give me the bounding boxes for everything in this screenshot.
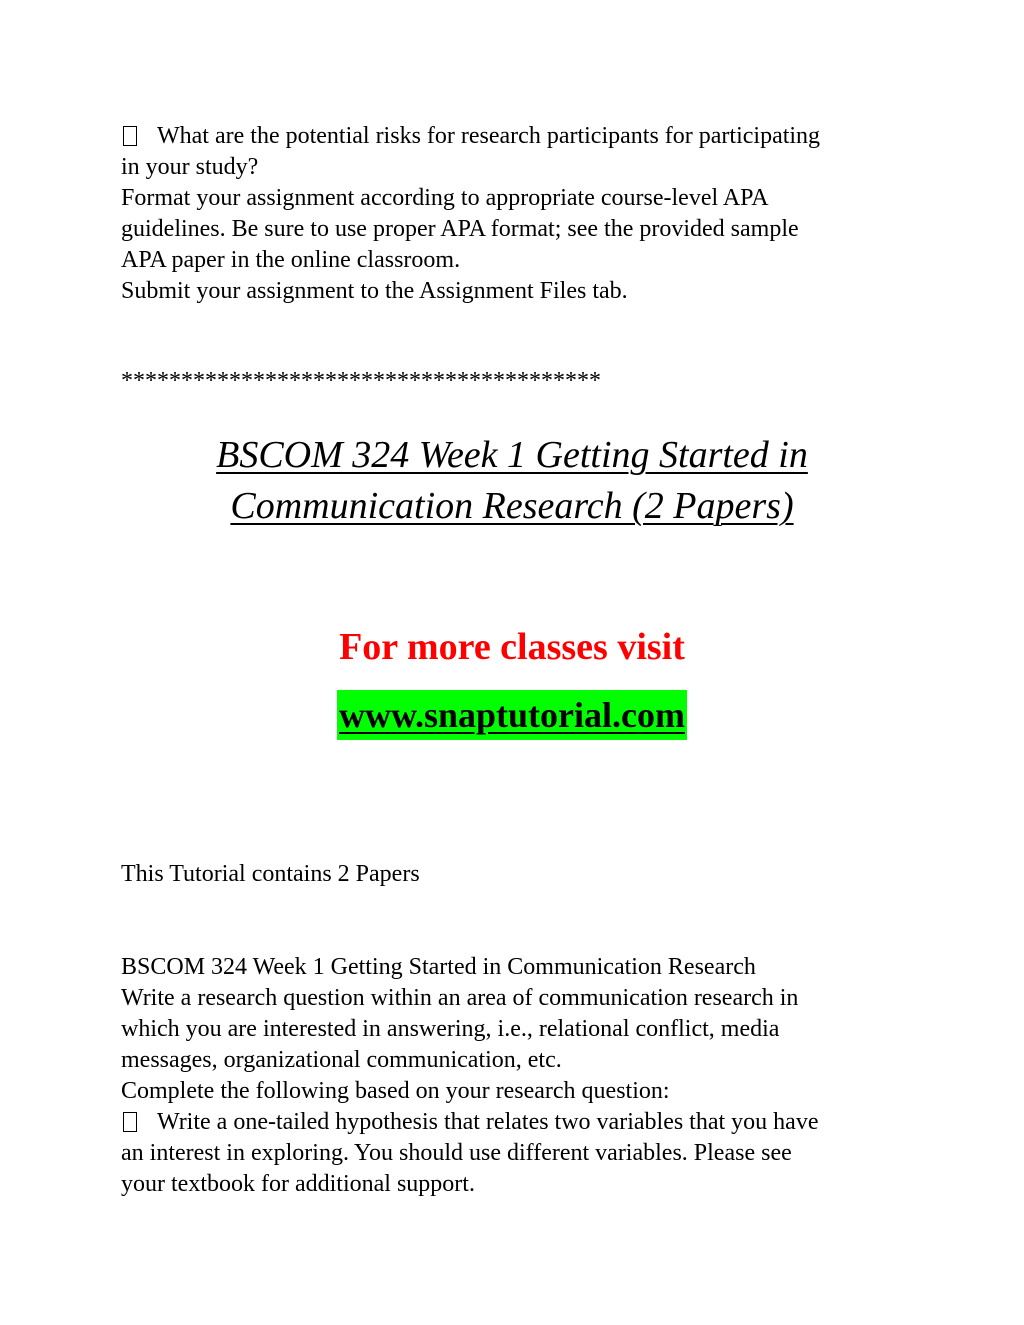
bullet-item xyxy=(121,1107,911,1138)
bullet-box-icon xyxy=(123,1112,137,1132)
paper-text-line4: messages, organizational communication, etc. xyxy=(121,1047,562,1073)
format-line1: Format your assignment according to appropriate course-level APA xyxy=(121,185,769,211)
bullet-item xyxy=(121,121,911,152)
promo-heading: For more classes visit xyxy=(339,626,685,668)
submit-line: Submit your assignment to the Assignment Files tab. xyxy=(121,278,628,304)
assignment-instructions xyxy=(121,121,911,307)
page-title-line2: Communication Research (2 Papers) xyxy=(230,485,794,527)
bullet-box-icon xyxy=(123,126,137,146)
asterisk-separator: **************************************** xyxy=(121,368,601,394)
promo-link-container xyxy=(0,690,1024,740)
bullet-hypothesis-line1: Write a one-tailed hypothesis that relates two variables that you have xyxy=(157,1109,819,1135)
bullet-hypothesis-line2: an interest in exploring. You should use different variables. Please see xyxy=(121,1140,792,1166)
paper-text-line5: Complete the following based on your research question: xyxy=(121,1078,670,1104)
format-line2: guidelines. Be sure to use proper APA format; see the provided sample xyxy=(121,216,799,242)
paper-text-line3: which you are interested in answering, i.e., relational conflict, media xyxy=(121,1016,780,1042)
page-title-line1: BSCOM 324 Week 1 Getting Started in xyxy=(216,434,808,476)
bullet-hypothesis-line3: your textbook for additional support. xyxy=(121,1171,475,1197)
paper-text-line2: Write a research question within an area of communication research in xyxy=(121,985,799,1011)
bullet-question-line2: in your study? xyxy=(121,154,259,180)
format-line3: APA paper in the online classroom. xyxy=(121,247,461,273)
tutorial-note: This Tutorial contains 2 Papers xyxy=(121,861,420,887)
bullet-question-line1: What are the potential risks for research participants for participating xyxy=(157,123,821,149)
snaptutorial-link[interactable]: www.snaptutorial.com xyxy=(337,690,687,740)
paper-description xyxy=(121,952,911,1200)
paper-title-line: BSCOM 324 Week 1 Getting Started in Communication Research xyxy=(121,954,756,980)
